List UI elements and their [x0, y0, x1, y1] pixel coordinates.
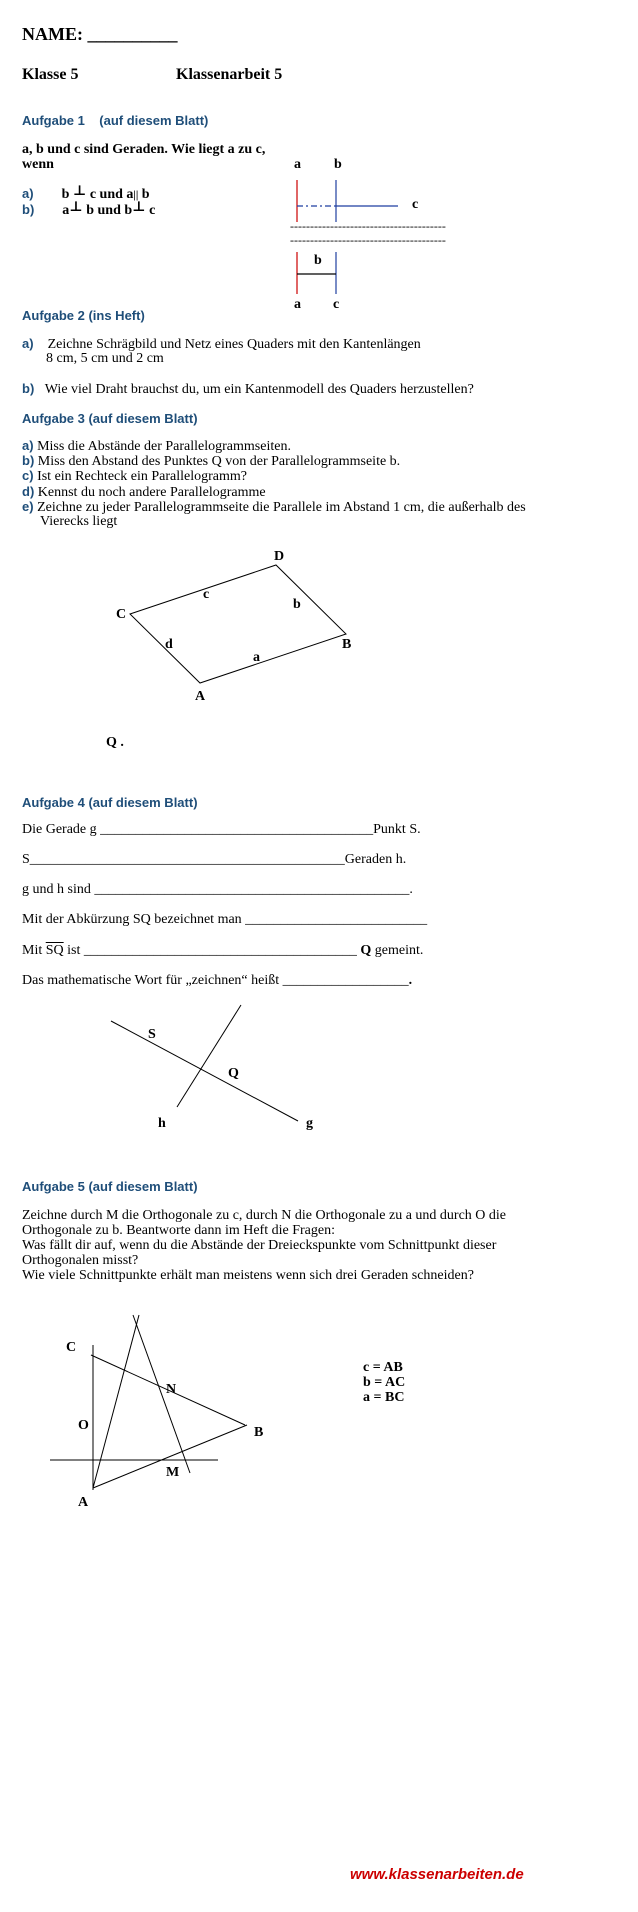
task3-heading: Aufgabe 3 (auf diesem Blatt): [22, 411, 198, 426]
task5-legend-3: a = BC: [363, 1390, 405, 1405]
point-A-label: A: [195, 689, 206, 704]
perpendicular-icon: ⊥: [132, 200, 146, 215]
parallelogram-figure: [100, 540, 380, 720]
task1-question-line2: wenn: [22, 157, 54, 172]
task4-line6: Das mathematische Wort für „zeichnen“ heißt __________________.: [22, 973, 413, 988]
point-Q-label-fig: Q: [228, 1066, 239, 1081]
task4-blank-3[interactable]: _____________________________________________: [94, 882, 410, 897]
point-D-label: D: [274, 549, 285, 564]
line-g-label: g: [306, 1116, 313, 1131]
fig1-label-a-top: a: [294, 157, 301, 172]
task1-heading: Aufgabe 1 (auf diesem Blatt): [22, 113, 209, 128]
line-h-label: h: [158, 1116, 166, 1131]
task1-item-b: b) a⊥ b und b⊥ c: [22, 200, 156, 218]
task2-item-a-line2: 8 cm, 5 cm und 2 cm: [46, 351, 164, 366]
test-label: Klassenarbeit 5: [176, 66, 283, 83]
fig1-label-c-top: c: [412, 197, 419, 212]
task4-heading: Aufgabe 4 (auf diesem Blatt): [22, 795, 198, 810]
task1-item-a: a) b ⊥ c und a|| b: [22, 184, 150, 202]
side-c-label: c: [203, 587, 210, 602]
task5-para-2: Orthogonale zu b. Beantworte dann im Heft die Fragen:: [22, 1223, 335, 1238]
task3-item-a: a) Miss die Abstände der Parallelogrammseiten.: [22, 438, 291, 454]
task1-question-line1: a, b und c sind Geraden. Wie liegt a zu c,: [22, 142, 266, 157]
line-AC: [93, 1315, 139, 1488]
task2-item-b: b) Wie viel Draht brauchst du, um ein Kantenmodell des Quaders herzustellen?: [22, 381, 474, 397]
point-B-fig5: B: [254, 1425, 264, 1440]
point-C-label: C: [116, 607, 127, 622]
task4-blank-2[interactable]: _____________________________________________: [29, 852, 345, 867]
task5-para-3: Was fällt dir auf, wenn du die Abstände der Dreieckspunkte vom Schnittpunkt dieser: [22, 1238, 497, 1253]
task4-blank-4[interactable]: __________________________: [245, 912, 428, 927]
task3-item-b: b) Miss den Abstand des Punktes Q von der Parallelogrammseite b.: [22, 453, 401, 469]
class-label: Klasse 5: [22, 66, 79, 83]
task4-line2: S_____________________________________________Geraden h.: [22, 852, 407, 867]
task5-legend-2: b = AC: [363, 1375, 406, 1390]
line-h: [177, 1005, 241, 1107]
task4-blank-6[interactable]: __________________: [282, 973, 409, 988]
task1-figure: [280, 150, 450, 320]
task5-para-4: Orthogonalen misst?: [22, 1253, 139, 1268]
task5-triangle-figure: [40, 1305, 280, 1515]
side-a-label: a: [253, 650, 260, 665]
task2-item-a: a) Zeichne Schrägbild und Netz eines Quaders mit den Kantenlängen: [22, 336, 421, 352]
perpendicular-icon: ⊥: [69, 200, 83, 215]
point-M-fig5: M: [166, 1465, 180, 1480]
parallelogram-shape: [130, 565, 346, 683]
fig1-label-c-bottom: c: [333, 297, 340, 312]
task5-legend-1: c = AB: [363, 1360, 403, 1375]
point-Q-label: Q .: [106, 735, 124, 750]
task3-item-e: e) Zeichne zu jeder Parallelogrammseite die Parallele im Abstand 1 cm, die außerhalb des: [22, 499, 526, 515]
line-g: [111, 1021, 298, 1121]
task4-line3: g und h sind _____________________________________________.: [22, 882, 413, 897]
task2-heading: Aufgabe 2 (ins Heft): [22, 308, 145, 323]
point-S-label: S: [148, 1027, 156, 1042]
task4-line1: Die Gerade g _______________________________________Punkt S.: [22, 822, 421, 837]
parallel-icon: ||: [133, 189, 139, 201]
task5-heading: Aufgabe 5 (auf diesem Blatt): [22, 1179, 198, 1194]
task4-blank-5[interactable]: _______________________________________: [83, 943, 357, 958]
perpendicular-icon: ⊥: [72, 184, 87, 199]
site-logo[interactable]: www.klassenarbeiten.de: [350, 1866, 524, 1883]
point-N-fig5: N: [166, 1382, 177, 1397]
task4-figure: [100, 995, 330, 1135]
fig1-dashes-2: ---------------------------------------: [290, 233, 446, 247]
side-d-label: d: [165, 637, 173, 652]
name-label: NAME: __________: [22, 24, 178, 44]
fig1-label-b-top: b: [334, 157, 342, 172]
side-b-label: b: [293, 597, 301, 612]
task3-item-c: c) Ist ein Rechteck ein Parallelogramm?: [22, 468, 247, 484]
task4-line5: Mit $\overline{SQ}$ ist _______________________________________ Q gemeint.: [22, 943, 424, 958]
line-aux-1: [133, 1315, 190, 1473]
fig1-label-b-bottom: b: [314, 253, 322, 268]
task3-item-d: d) Kennst du noch andere Parallelogramme: [22, 484, 266, 500]
task5-para-1: Zeichne durch M die Orthogonale zu c, durch N die Orthogonale zu a und durch O die: [22, 1208, 507, 1223]
fig1-label-a-bottom: a: [294, 297, 301, 312]
point-O-fig5: O: [78, 1418, 89, 1433]
point-C-fig5: C: [66, 1340, 77, 1355]
task3-item-e-line2: Vierecks liegt: [40, 514, 118, 529]
task4-blank-1[interactable]: _______________________________________: [100, 822, 374, 837]
task4-line4: Mit der Abkürzung SQ bezeichnet man __________________________: [22, 912, 428, 927]
fig1-dashes-1: ---------------------------------------: [290, 219, 446, 233]
point-B-label: B: [342, 637, 352, 652]
name-blank[interactable]: __________: [87, 24, 178, 44]
task5-para-5: Wie viele Schnittpunkte erhält man meistens wenn sich drei Geraden schneiden?: [22, 1268, 474, 1283]
point-A-fig5: A: [78, 1495, 89, 1510]
